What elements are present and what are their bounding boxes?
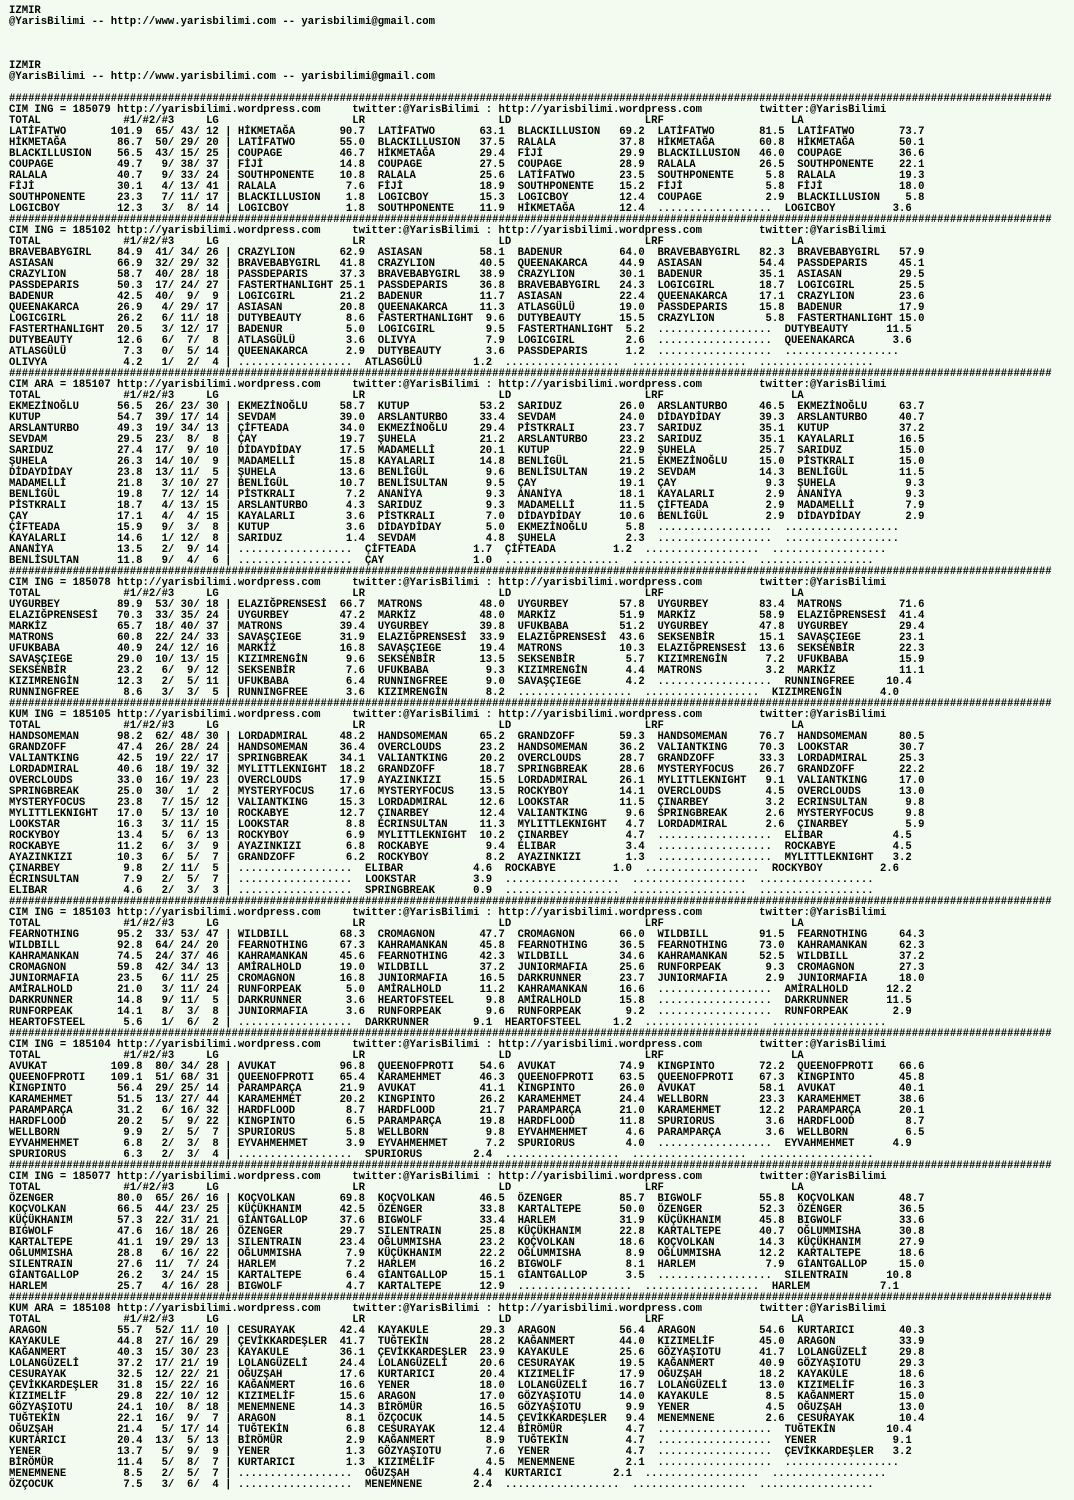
table-row: HEARTOFSTEEL 5.6 1/ 6/ 2 | .................. DARKRUNNER 9.1 HEARTOFSTEEL 1.2 .................. .................. [9,1017,887,1029]
table-row: EKMEZİNOĞLU 56.5 26/ 23/ 30 | EKMEZİNOĞLU 58.7 KUTUP 53.2 SARIDUZ 26.0 ARSLANTURBO 46.5 EKMEZİNOĞLU 63.7 [9,401,925,413]
race-title: CIM ING = 185104 http://yarisbilimi.wordpress.com twitter:@YarisBilimi : http://yarisbilimi.wordpress.com twitter:@YarisBilimi [9,1039,887,1051]
column-header: TOTAL #1/#2/#3 LG LR LD LRF LA [9,1050,804,1062]
table-row: CESURAYAK 32.5 12/ 22/ 21 | OĞUZŞAH 17.6 KURTARICI 20.4 KIZIMELİF 17.9 OĞUZŞAH 18.2 KAYAKULE 18.6 [9,1369,925,1381]
separator-line: #################################################################################################################################################################### [9,698,1052,710]
table-row: EYVAHMEHMET 6.8 2/ 3/ 8 | EYVAHMEHMET 3.9 EYVAHMEHMET 7.2 SPURIORUS 4.0 .................. EYVAHMEHMET 4.9 [9,1138,912,1150]
table-row: LORDADMIRAL 40.6 18/ 19/ 32 | MYLITTLEKNIGHT 18.2 GRANDZOFF 18.7 SPRINGBREAK 28.6 MYSTERYFOCUS 26.7 GRANDZOFF 22.2 [9,764,925,776]
header-line: @YarisBilimi -- http://www.yarisbilimi.com -- yarisbilimi@gmail.com [9,16,435,28]
table-row: FİJİ 30.1 4/ 13/ 41 | RALALA 7.6 FİJİ 18.9 SOUTHPONENTE 15.2 FİJİ 5.8 FİJİ 18.0 [9,181,925,193]
table-row: ÇINARBEY 9.8 2/ 11/ 5 | .................. ELIBAR 4.6 ROCKABYE 1.0 .................. ROCKYBOY 2.6 [9,863,900,875]
table-row: ELIBAR 4.6 2/ 3/ 3 | .................. SPRINGBREAK 0.9 .................. .................. .................. [9,885,874,897]
table-row: MYSTERYFOCUS 23.8 7/ 15/ 12 | VALIANTKING 15.3 LORDADMIRAL 12.6 LOOKSTAR 11.5 ÇINARBEY 3.2 ECRINSULTAN 9.8 [9,797,925,809]
race-title: CIM ING = 185078 http://yarisbilimi.wordpress.com twitter:@YarisBilimi : http://yarisbilimi.wordpress.com twitter:@YarisBilimi [9,577,887,589]
table-row: OLIVYA 4.2 1/ 2/ 4 | .................. ATLASGÜLÜ 1.2 .................. .................. .................. [9,357,874,369]
table-row: HİKMETAĞA 86.7 50/ 29/ 20 | LATİFATWO 55.0 BLACKILLUSION 37.5 RALALA 37.8 HİKMETAĞA 60.8 HİKMETAĞA 50.1 [9,137,925,149]
race-title: CIM ARA = 185107 http://yarisbilimi.wordpress.com twitter:@YarisBilimi : http://yarisbilimi.wordpress.com twitter:@YarisBilimi [9,379,887,391]
table-row: PARAMPARÇA 31.2 6/ 16/ 32 | HARDFLOOD 8.7 HARDFLOOD 21.7 PARAMPARÇA 21.0 KARAMEHMET 12.2 PARAMPARÇA 20.1 [9,1105,925,1117]
table-row: ARAGON 55.7 52/ 11/ 10 | CESURAYAK 42.4 KAYAKULE 29.3 ARAGON 56.4 ARAGON 54.6 KURTARICI 40.3 [9,1325,925,1337]
table-row: KAYALARLI 14.6 1/ 12/ 8 | SARIDUZ 1.4 SEVDAM 4.8 ŞUHELA 2.3 .................. .................. [9,533,900,545]
table-row: FEARNOTHING 95.2 33/ 53/ 47 | WILDBILL 68.3 CROMAGNON 47.7 CROMAGNON 66.0 WILDBILL 91.5 FEARNOTHING 64.3 [9,929,925,941]
table-row: SOUTHPONENTE 23.3 7/ 11/ 17 | BLACKILLUSION 1.8 LOGICBOY 15.3 LOGICBOY 12.4 COUPAGE 2.9 BLACKILLUSION 5.8 [9,192,925,204]
table-row: ELAZIĞPRENSESİ 70.3 33/ 35/ 24 | UYGURBEY 47.2 MARKİZ 48.0 MARKİZ 51.9 MARKİZ 58.9 ELAZIĞPRENSESİ 41.4 [9,610,925,622]
column-header: TOTAL #1/#2/#3 LG LR LD LRF LA [9,390,804,402]
table-row: FASTERTHANLIGHT 20.5 3/ 12/ 17 | BADENUR 5.0 LOGICGIRL 9.5 FASTERTHANLIGHT 5.2 .................. DUTYBEAUTY 11.5 [9,324,912,336]
table-row: OVERCLOUDS 33.0 16/ 19/ 23 | OVERCLOUDS 17.9 AYAZINKIZI 15.5 LORDADMIRAL 26.1 MYLITTLEKNIGHT 9.1 VALIANTKING 17.0 [9,775,925,787]
table-row: ASIASAN 66.9 32/ 29/ 32 | BRAVEBABYGIRL 41.8 CRAZYLION 40.5 QUEENAKARCA 44.9 ASIASAN 54.4 PASSDEPARIS 45.1 [9,258,925,270]
table-row: KÜÇÜKHANIM 57.3 22/ 31/ 21 | GİANTGALLOP 37.6 BIGWOLF 33.4 HARLEM 31.9 KÜÇÜKHANIM 45.8 BIGWOLF 33.6 [9,1215,925,1227]
table-row: MARKİZ 65.7 18/ 40/ 37 | MATRONS 39.4 UYGURBEY 39.8 UFUKBABA 51.2 UYGURBEY 47.8 UYGURBEY 29.4 [9,621,925,633]
table-row: ARSLANTURBO 49.3 19/ 34/ 13 | ÇİFTEADA 34.0 EKMEZİNOĞLU 29.4 PİSTKRALI 23.7 SARIDUZ 35.1 KUTUP 37.2 [9,423,925,435]
table-row: BENLİGÜL 19.8 7/ 12/ 14 | PİSTKRALI 7.2 ANANİYA 9.3 ANANİYA 18.1 KAYALARLI 2.9 ANANİYA 9.3 [9,489,925,501]
table-row: LATİFATWO 101.9 65/ 43/ 12 | HİKMETAĞA 90.7 LATİFATWO 63.1 BLACKILLUSION 69.2 LATİFATWO 81.5 LATİFATWO 73.7 [9,126,925,138]
race-title: CIM ING = 185077 http://yarisbilimi.wordpress.com twitter:@YarisBilimi : http://yarisbilimi.wordpress.com twitter:@YarisBilimi [9,1171,887,1183]
table-row: WILDBILL 92.8 64/ 24/ 20 | FEARNOTHING 67.3 KAHRAMANKAN 45.8 FEARNOTHING 36.5 FEARNOTHING 73.0 KAHRAMANKAN 62.3 [9,940,925,952]
table-row: KAHRAMANKAN 74.5 24/ 37/ 46 | KAHRAMANKAN 45.6 FEARNOTHING 42.3 WILDBILL 34.6 KAHRAMANKAN 52.5 WILDBILL 37.2 [9,951,925,963]
table-row: KUTUP 54.7 39/ 17/ 14 | SEVDAM 39.0 ARSLANTURBO 33.4 SEVDAM 24.0 DİDAYDİDAY 39.3 ARSLANTURBO 40.7 [9,412,925,424]
race-title: CIM ING = 185079 http://yarisbilimi.wordpress.com twitter:@YarisBilimi : http://yarisbilimi.wordpress.com twitter:@YarisBilimi [9,104,887,116]
table-row: KARAMEHMET 51.5 13/ 27/ 44 | KARAMEHMET 20.2 KINGPINTO 26.2 KARAMEHMET 24.4 WELLBORN 23.3 KARAMEHMET 38.6 [9,1094,925,1106]
table-row: RUNNINGFREE 8.6 3/ 3/ 5 | RUNNINGFREE 3.6 KIZIMRENGİN 8.2 .................. .................. KIZIMRENGİN 4.0 [9,687,900,699]
table-row: AVUKAT 109.8 80/ 34/ 28 | AVUKAT 96.8 QUEENOFPROTI 54.6 AVUKAT 74.9 KINGPINTO 72.2 QUEENOFPROTI 66.6 [9,1061,925,1073]
table-row: QUEENAKARCA 26.9 4/ 29/ 17 | ASIASAN 20.8 QUEENAKARCA 11.3 ATLASGÜLÜ 19.0 PASSDEPARIS 15.8 BADENUR 17.9 [9,302,925,314]
race-title: KUM ARA = 185108 http://yarisbilimi.wordpress.com twitter:@YarisBilimi : http://yarisbilimi.wordpress.com twitter:@YarisBilimi [9,1303,887,1315]
table-row: QUEENOFPROTI 109.1 51/ 68/ 31 | QUEENOFPROTI 65.4 KARAMEHMET 46.3 QUEENOFPROTI 63.5 QUEENOFPROTI 67.3 KINGPINTO 45.8 [9,1072,925,1084]
separator-line: #################################################################################################################################################################### [9,1028,1052,1040]
column-header: TOTAL #1/#2/#3 LG LR LD LRF LA [9,918,804,930]
table-row: DARKRUNNER 14.8 9/ 11/ 5 | DARKRUNNER 3.6 HEARTOFSTEEL 9.8 AMİRALHOLD 15.8 .................. DARKRUNNER 11.5 [9,995,912,1007]
table-row: SAVAŞÇIEGE 29.0 10/ 13/ 15 | KIZIMRENGİN 9.6 SEKSENBİR 13.5 SEKSENBİR 5.7 KIZIMRENGİN 7.2 UFUKBABA 15.9 [9,654,925,666]
table-row: BENLİSULTAN 11.8 9/ 4/ 6 | .................. ÇAY 1.0 .................. .................. .................. [9,555,874,567]
table-row: SPRINGBREAK 25.0 30/ 1/ 2 | MYSTERYFOCUS 17.6 MYSTERYFOCUS 13.5 ROCKYBOY 14.1 OVERCLOUDS 4.5 OVERCLOUDS 13.0 [9,786,925,798]
table-row: DUTYBEAUTY 12.6 6/ 7/ 8 | ATLASGÜLÜ 3.6 OLIVYA 7.9 LOGICGIRL 2.6 .................. QUEENAKARCA 3.6 [9,335,912,347]
table-row: HARDFLOOD 20.2 5/ 9/ 22 | KINGPINTO 6.5 PARAMPARÇA 19.8 HARDFLOOD 11.8 SPURIORUS 3.6 HARDFLOOD 8.7 [9,1116,925,1128]
separator-line: #################################################################################################################################################################### [9,214,1052,226]
header-line: IZMIR [9,5,41,17]
table-row: GÖZYAŞIOTU 24.1 10/ 8/ 18 | MENEMNENE 14.3 BİRÖMÜR 16.5 GÖZYAŞIOTU 9.9 YENER 4.5 OĞUZŞAH 13.0 [9,1402,925,1414]
table-row: ÖZENGER 80.0 65/ 26/ 16 | KOÇVOLKAN 69.8 KOÇVOLKAN 46.5 ÖZENGER 85.7 BIGWOLF 55.8 KOÇVOLKAN 48.7 [9,1193,925,1205]
table-row: SEVDAM 29.5 23/ 8/ 8 | ÇAY 19.7 ŞUHELA 21.2 ARSLANTURBO 23.2 SARIDUZ 35.1 KAYALARLI 16.5 [9,434,925,446]
table-row: KOÇVOLKAN 66.5 44/ 23/ 25 | KÜÇÜKHANIM 42.5 ÖZENGER 33.8 KARTALTEPE 50.0 ÖZENGER 52.3 ÖZENGER 36.5 [9,1204,925,1216]
table-row: KAĞANMERT 40.3 15/ 30/ 23 | KAYAKULE 36.1 ÇEVİKKARDEŞLER 23.9 KAYAKULE 25.6 GÖZYAŞIOTU 41.7 LOLANGÜZELİ 29.8 [9,1347,925,1359]
table-row: CROMAGNON 59.8 42/ 34/ 13 | AMİRALHOLD 19.0 WILDBILL 37.2 JUNIORMAFIA 25.6 RUNFORPEAK 9.3 CROMAGNON 27.3 [9,962,925,974]
table-row: ECRINSULTAN 7.9 2/ 5/ 7 | .................. LOOKSTAR 3.9 .................. .................. .................. [9,874,874,886]
table-row: JUNIORMAFIA 23.5 6/ 11/ 25 | CROMAGNON 16.8 JUNIORMAFIA 16.5 DARKRUNNER 23.7 JUNIORMAFIA 2.9 JUNIORMAFIA 18.0 [9,973,925,985]
header-line: @YarisBilimi -- http://www.yarisbilimi.com -- yarisbilimi@gmail.com [9,71,435,83]
table-row: MYLITTLEKNIGHT 17.0 5/ 13/ 10 | ROCKABYE 12.7 ÇINARBEY 12.4 VALIANTKING 9.6 SPRINGBREAK 2.6 MYSTERYFOCUS 9.8 [9,808,925,820]
table-row: KIZIMELİF 29.8 22/ 10/ 12 | KIZIMELİF 15.6 ARAGON 17.0 GÖZYAŞIOTU 14.0 KAYAKULE 8.5 KAĞANMERT 15.0 [9,1391,925,1403]
table-row: KURTARICI 20.4 13/ 5/ 13 | BİRÖMÜR 2.9 KAĞANMERT 8.9 TUĞTEKİN 4.7 .................. YENER 9.1 [9,1435,912,1447]
separator-line: #################################################################################################################################################################### [9,896,1052,908]
table-row: AMİRALHOLD 21.0 3/ 11/ 24 | RUNFORPEAK 5.0 AMİRALHOLD 11.2 KAHRAMANKAN 16.6 .................. AMİRALHOLD 12.2 [9,984,912,996]
table-row: BIGWOLF 47.6 16/ 18/ 26 | ÖZENGER 29.7 SILENTRAIN 25.8 KÜÇÜKHANIM 22.8 KARTALTEPE 40.7 OĞLUMMISHA 30.8 [9,1226,925,1238]
separator-line: #################################################################################################################################################################### [9,368,1052,380]
table-row: GİANTGALLOP 26.2 3/ 24/ 15 | KARTALTEPE 6.4 GİANTGALLOP 15.1 GİANTGALLOP 3.5 .................. SILENTRAIN 10.8 [9,1270,912,1282]
column-header: TOTAL #1/#2/#3 LG LR LD LRF LA [9,1182,804,1194]
table-row: SARIDUZ 27.4 17/ 9/ 10 | DİDAYDİDAY 17.5 MADAMELLİ 20.1 KUTUP 22.9 ŞUHELA 25.7 SARIDUZ 15.0 [9,445,925,457]
table-row: BLACKILLUSION 56.5 43/ 15/ 25 | COUPAGE 46.7 HİKMETAĞA 29.4 FİJİ 29.9 BLACKILLUSION 46.0 COUPAGE 36.6 [9,148,925,160]
column-header: TOTAL #1/#2/#3 LG LR LD LRF LA [9,1314,804,1326]
table-row: MENEMNENE 8.5 2/ 5/ 7 | .................. OĞUZŞAH 4.4 KURTARICI 2.1 .................. .................. [9,1468,887,1480]
table-row: LOGICBOY 12.3 3/ 8/ 14 | LOGICBOY 1.8 SOUTHPONENTE 11.9 HİKMETAĞA 12.4 .................. LOGICBOY 3.6 [9,203,912,215]
table-row: PİSTKRALI 18.7 4/ 13/ 15 | ARSLANTURBO 4.3 SARIDUZ 9.3 MADAMELLİ 11.5 ÇİFTEADA 2.9 MADAMELLİ 7.9 [9,500,925,512]
table-row: RALALA 40.7 9/ 33/ 24 | SOUTHPONENTE 10.8 RALALA 25.6 LATİFATWO 23.5 SOUTHPONENTE 5.8 RALALA 19.3 [9,170,925,182]
table-row: SEKSENBİR 23.2 6/ 9/ 12 | SEKSENBİR 7.6 UFUKBABA 9.3 KIZIMRENGİN 4.4 MATRONS 3.2 MARKİZ 11.1 [9,665,925,677]
table-row: ATLASGÜLÜ 7.3 0/ 5/ 14 | QUEENAKARCA 2.9 DUTYBEAUTY 3.6 PASSDEPARIS 1.2 .................. .................. [9,346,900,358]
header-line: IZMIR [9,60,41,72]
table-row: ŞUHELA 26.3 14/ 10/ 9 | MADAMELLİ 15.8 KAYALARLI 14.8 BENLİGÜL 21.5 EKMEZİNOĞLU 15.0 PİSTKRALI 15.0 [9,456,925,468]
table-row: KAYAKULE 44.8 27/ 16/ 29 | ÇEVİKKARDEŞLER 41.7 TUĞTEKİN 28.2 KAĞANMERT 44.0 KIZIMELİF 45.0 ARAGON 33.9 [9,1336,925,1348]
table-row: SPURIORUS 6.3 2/ 3/ 4 | .................. SPURIORUS 2.4 .................. .................. .................. [9,1149,874,1161]
table-row: ROCKYBOY 13.4 5/ 6/ 13 | ROCKYBOY 6.9 MYLITTLEKNIGHT 10.2 ÇINARBEY 4.7 .................. ELIBAR 4.5 [9,830,912,842]
table-row: WELLBORN 9.9 2/ 5/ 7 | SPURIORUS 5.8 WELLBORN 9.8 EYVAHMEHMET 4.6 PARAMPARÇA 3.6 WELLBORN 6.5 [9,1127,925,1139]
table-row: BADENUR 42.5 40/ 9/ 9 | LOGICGIRL 21.2 BADENUR 11.7 ASIASAN 22.4 QUEENAKARCA 17.1 CRAZYLION 23.6 [9,291,925,303]
table-row: PASSDEPARIS 50.3 17/ 24/ 27 | FASTERTHANLIGHT 25.1 PASSDEPARIS 36.8 BRAVEBABYGIRL 24.3 LOGICGIRL 18.7 LOGICGIRL 25.5 [9,280,925,292]
table-row: KIZIMRENGİN 12.3 2/ 5/ 11 | UFUKBABA 6.4 RUNNINGFREE 9.0 SAVAŞÇIEGE 4.2 .................. RUNNINGFREE 10.4 [9,676,912,688]
table-row: OĞUZŞAH 21.4 5/ 17/ 14 | TUĞTEKİN 6.8 CESURAYAK 12.4 BİRÖMÜR 4.7 .................. TUĞTEKİN 10.4 [9,1424,912,1436]
table-row: LOLANGÜZELİ 37.2 17/ 21/ 19 | LOLANGÜZELİ 24.4 LOLANGÜZELİ 20.6 CESURAYAK 19.5 KAĞANMERT 40.9 GÖZYAŞIOTU 29.3 [9,1358,925,1370]
race-title: CIM ING = 185103 http://yarisbilimi.wordpress.com twitter:@YarisBilimi : http://yarisbilimi.wordpress.com twitter:@YarisBilimi [9,907,887,919]
table-row: SILENTRAIN 27.6 11/ 7/ 24 | HARLEM 7.2 HARLEM 16.2 BIGWOLF 8.1 HARLEM 7.9 GİANTGALLOP 15.0 [9,1259,925,1271]
table-row: TUĞTEKİN 22.1 16/ 9/ 7 | ARAGON 8.1 ÖZÇOCUK 14.5 ÇEVİKKARDEŞLER 9.4 MENEMNENE 2.6 CESURAYAK 10.4 [9,1413,925,1425]
table-row: HARLEM 25.7 4/ 16/ 28 | BIGWOLF 4.7 KARTALTEPE 12.9 .................. .................. HARLEM 7.1 [9,1281,900,1293]
table-row: ÇAY 17.1 4/ 4/ 15 | KAYALARLI 3.6 PİSTKRALI 7.0 DİDAYDİDAY 10.6 BENLİGÜL 2.9 DİDAYDİDAY 2.9 [9,511,925,523]
table-row: OĞLUMMISHA 28.8 6/ 16/ 22 | OĞLUMMISHA 7.9 KÜÇÜKHANIM 22.2 OĞLUMMISHA 8.9 OĞLUMMISHA 12.2 KARTALTEPE 18.6 [9,1248,925,1260]
table-row: KARTALTEPE 41.1 19/ 29/ 13 | SILENTRAIN 23.4 OĞLUMMISHA 23.2 KOÇVOLKAN 18.6 KOÇVOLKAN 14.3 KÜÇÜKHANIM 27.9 [9,1237,925,1249]
table-row: KINGPINTO 56.4 29/ 25/ 14 | PARAMPARÇA 21.9 AVUKAT 41.1 KINGPINTO 26.0 AVUKAT 58.1 AVUKAT 40.1 [9,1083,925,1095]
table-row: RUNFORPEAK 14.1 8/ 3/ 8 | JUNIORMAFIA 3.6 RUNFORPEAK 9.6 RUNFORPEAK 9.2 .................. RUNFORPEAK 2.9 [9,1006,912,1018]
table-row: YENER 13.7 5/ 9/ 9 | YENER 1.3 GÖZYAŞIOTU 7.6 YENER 4.7 .................. ÇEVİKKARDEŞLER 3.2 [9,1446,912,1458]
table-row: HANDSOMEMAN 98.2 62/ 48/ 30 | LORDADMIRAL 48.2 HANDSOMEMAN 65.2 GRANDZOFF 59.3 HANDSOMEMAN 76.7 HANDSOMEMAN 80.5 [9,731,925,743]
table-row: UFUKBABA 40.9 24/ 12/ 16 | MARKİZ 16.8 SAVAŞÇIEGE 19.4 MATRONS 10.3 ELAZIĞPRENSESİ 13.6 SEKSENBİR 22.3 [9,643,925,655]
table-row: DİDAYDİDAY 23.8 13/ 11/ 5 | ŞUHELA 13.6 BENLİGÜL 9.6 BENLİSULTAN 19.2 SEVDAM 14.3 BENLİGÜL 11.5 [9,467,925,479]
separator-line: #################################################################################################################################################################### [9,93,1052,105]
table-row: BİRÖMÜR 11.4 5/ 8/ 7 | KURTARICI 1.3 KIZIMELİF 4.5 MENEMNENE 2.1 .................. .................. [9,1457,900,1469]
race-title: KUM ING = 185105 http://yarisbilimi.wordpress.com twitter:@YarisBilimi : http://yarisbilimi.wordpress.com twitter:@YarisBilimi [9,709,887,721]
table-row: GRANDZOFF 47.4 26/ 28/ 24 | HANDSOMEMAN 36.4 OVERCLOUDS 23.2 HANDSOMEMAN 36.2 VALIANTKING 70.3 LOOKSTAR 30.7 [9,742,925,754]
table-row: BRAVEBABYGIRL 84.9 41/ 34/ 26 | CRAZYLION 62.9 ASIASAN 58.1 BADENUR 64.0 BRAVEBABYGIRL 82.3 BRAVEBABYGIRL 57.9 [9,247,925,259]
table-row: ÇİFTEADA 15.9 9/ 3/ 8 | KUTUP 3.6 DİDAYDİDAY 5.0 EKMEZİNOĞLU 5.8 .................. .................. [9,522,900,534]
race-title: CIM ING = 185102 http://yarisbilimi.wordpress.com twitter:@YarisBilimi : http://yarisbilimi.wordpress.com twitter:@YarisBilimi [9,225,887,237]
table-row: LOOKSTAR 16.3 3/ 11/ 15 | LOOKSTAR 8.8 ECRINSULTAN 11.3 MYLITTLEKNIGHT 4.7 LORDADMIRAL 2.6 ÇINARBEY 5.9 [9,819,925,831]
table-row: AYAZINKIZI 10.3 6/ 5/ 7 | GRANDZOFF 6.2 ROCKYBOY 8.2 AYAZINKIZI 1.3 .................. MYLITTLEKNIGHT 3.2 [9,852,912,864]
separator-line: #################################################################################################################################################################### [9,1160,1052,1172]
table-row: ROCKABYE 11.2 6/ 3/ 9 | AYAZINKIZI 6.8 ROCKABYE 9.4 ELIBAR 3.4 .................. ROCKABYE 4.5 [9,841,912,853]
table-row: MATRONS 60.8 22/ 24/ 33 | SAVAŞÇIEGE 31.9 ELAZIĞPRENSESİ 33.9 ELAZIĞPRENSESİ 43.6 SEKSENBİR 15.1 SAVAŞÇIEGE 23.1 [9,632,925,644]
table-row: COUPAGE 49.7 9/ 38/ 37 | FİJİ 14.8 COUPAGE 27.5 COUPAGE 28.9 RALALA 26.5 SOUTHPONENTE 22.1 [9,159,925,171]
column-header: TOTAL #1/#2/#3 LG LR LD LRF LA [9,588,804,600]
separator-line: #################################################################################################################################################################### [9,566,1052,578]
column-header: TOTAL #1/#2/#3 LG LR LD LRF LA [9,720,804,732]
table-row: VALIANTKING 42.5 19/ 22/ 17 | SPRINGBREAK 34.1 VALIANTKING 20.2 OVERCLOUDS 28.7 GRANDZOFF 33.3 LORDADMIRAL 25.3 [9,753,925,765]
table-row: LOGICGIRL 26.2 6/ 11/ 18 | DUTYBEAUTY 8.6 FASTERTHANLIGHT 9.6 DUTYBEAUTY 15.5 CRAZYLION 5.8 FASTERTHANLIGHT 15.0 [9,313,925,325]
column-header: TOTAL #1/#2/#3 LG LR LD LRF LA [9,115,804,127]
table-row: UYGURBEY 89.9 53/ 30/ 18 | ELAZIĞPRENSESİ 66.7 MATRONS 48.0 UYGURBEY 57.8 UYGURBEY 83.4 MATRONS 71.6 [9,599,925,611]
table-row: ÇEVİKKARDEŞLER 31.8 15/ 22/ 16 | KAĞANMERT 16.6 YENER 18.0 LOLANGÜZELİ 16.7 LOLANGÜZELİ 13.0 KIZIMELİF 16.3 [9,1380,925,1392]
separator-line: #################################################################################################################################################################### [9,1292,1052,1304]
table-row: CRAZYLION 58.7 40/ 28/ 18 | PASSDEPARIS 37.3 BRAVEBABYGIRL 38.9 CRAZYLION 30.1 BADENUR 35.1 ASIASAN 29.5 [9,269,925,281]
table-row: ANANİYA 13.5 2/ 9/ 14 | .................. ÇİFTEADA 1.7 ÇİFTEADA 1.2 .................. .................. [9,544,887,556]
column-header: TOTAL #1/#2/#3 LG LR LD LRF LA [9,236,804,248]
table-row: ÖZÇOCUK 7.5 3/ 6/ 4 | .................. MENEMNENE 2.4 .................. .................. .................. [9,1479,874,1491]
table-row: MADAMELLİ 21.8 3/ 10/ 27 | BENLİGÜL 10.7 BENLİSULTAN 9.5 ÇAY 19.1 ÇAY 9.3 ŞUHELA 9.3 [9,478,925,490]
